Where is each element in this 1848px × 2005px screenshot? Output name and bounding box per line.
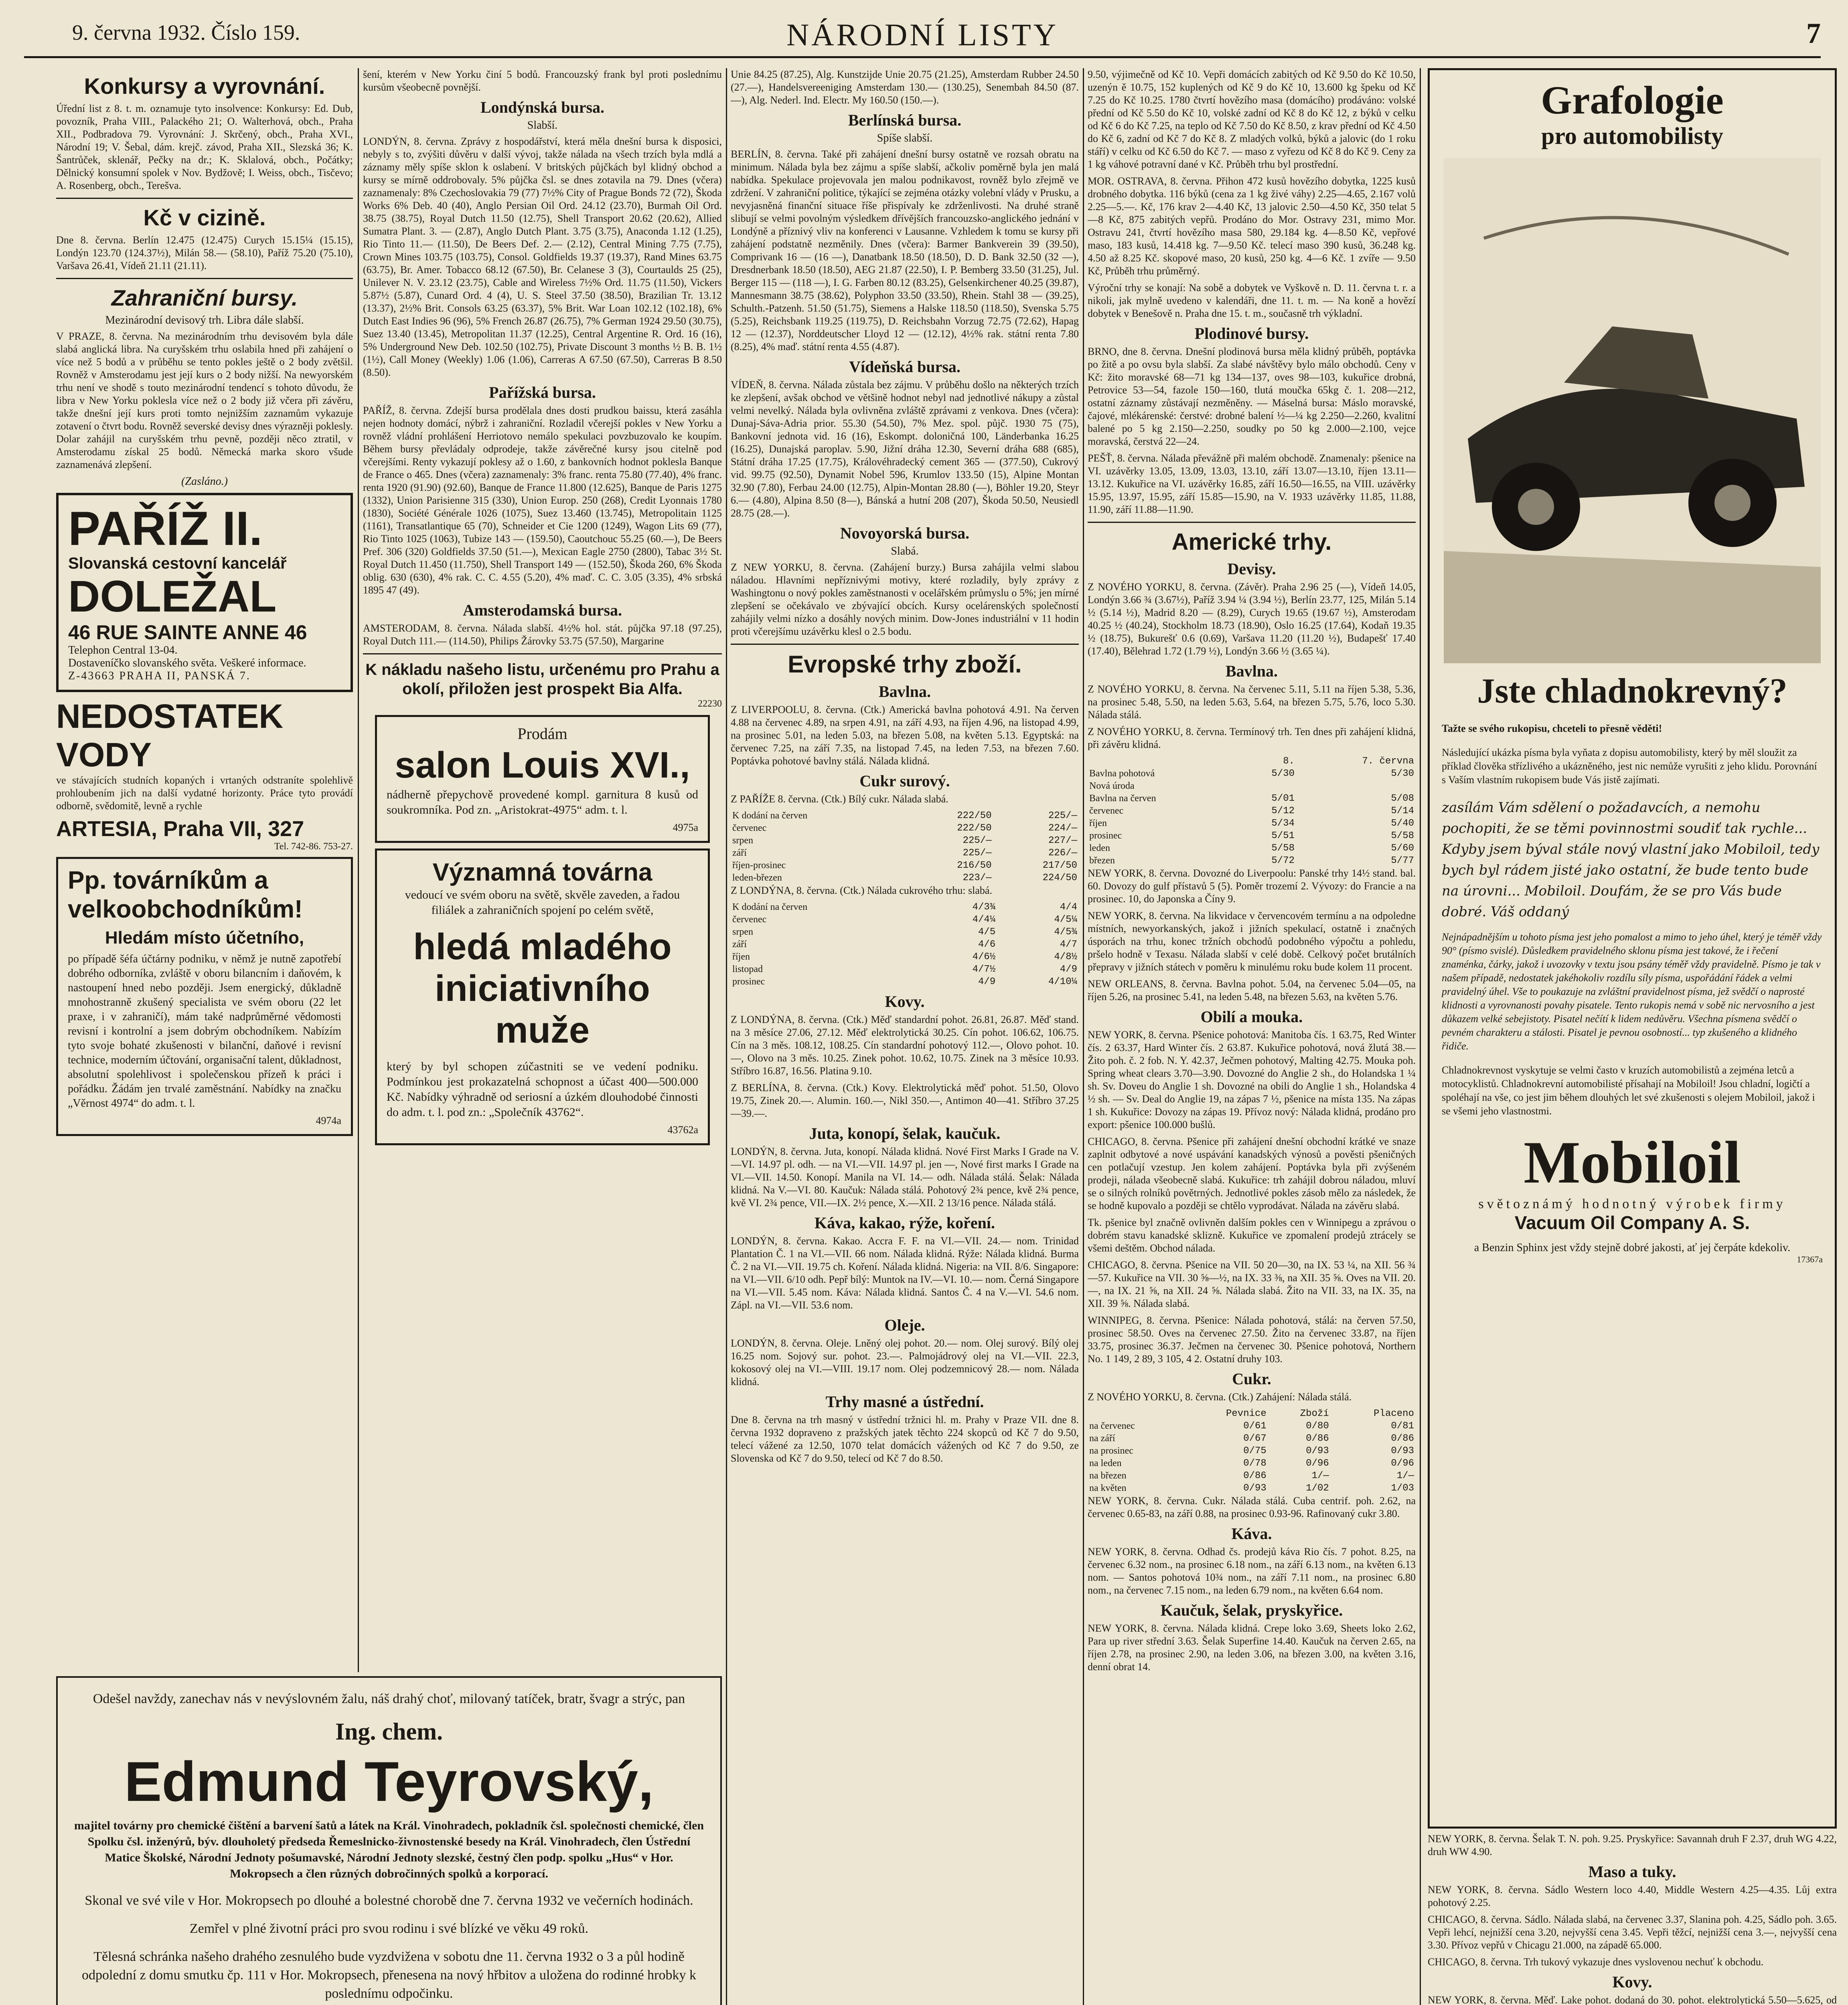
section-title-zahr: Zahraniční bursy. — [111, 285, 298, 310]
table-cell — [1239, 780, 1296, 792]
section-title-maso: Maso a tuky. — [1588, 1863, 1676, 1881]
table-row — [1088, 768, 1416, 780]
ad-code: 4975a — [673, 822, 698, 833]
table-row — [731, 872, 1079, 884]
column-5 — [1428, 68, 1837, 2005]
article-text: MOR. OSTRAVA, 8. června. Přihon 472 kusů hovězího dobytka, 1225 kusů drobného dobytka. 116 býků (cena za 1 kg živé váhy) 2.25—4.65, 2.167 volů 2.25—5.—. Kč, 176 krav 2—4.40 Kč, 13 jalovic 2.50—4.50 Kč, 350 telat 5—8 Kč, 875 zabitých vepřů. Prodáno do Mor. Ostravy 231, mimo Mor. Ostravu 241, čtvrtí hovězího masa 580, 29.184 kg. 4—8.50 Kč, vepřové maso, 183 kusů, 14.418 kg. 7—9.50 Kč. telecí maso 390 kusů, 36.248 kg. 4.50 až 8.25 Kč. skopové maso, 20 kusů, 250 kg. 4—6 Kč. 1 zvíře — 9.50 Kč, Průběh trhu průměrný. — [1088, 175, 1416, 277]
table-cell — [1088, 1408, 1183, 1420]
article-text: Z NOVÉHO YORKU, 8. června. (Ctk.) Zahájení: Nálada stálá. — [1088, 1391, 1352, 1403]
article-text: NEW YORK, 8. června. Pšenice pohotová: Manitoba čís. 1 63.75, Red Winter čís. 2 63.37, Hard Winter čís. 2 63.87. Kukuřice pohotová, nová žlutá 38.— Žito poh. č. 2 fob. N. Y. 42.37, Ječmen pohotový, Malting 42.75. Mouka poh. Spring wheat clears 3.70—3.90. Dovozné do Anglie 2 sh., do Holandska 1 ¼ sh. Sv. Doveu do Anglie 1 sh. Dovozné na obili do Anglie 1 sh., Holandska 4 ½ sh. — Sv. Deal do Anglie 19, na zápas 7 ½, pšenice na místa 135. Na zápas 1 sh. Kukuřice: Dovozy na zápas 19. Přívoz nový: Nálada klidná, prodáno pro export: pšenice 100.000 bušlů. — [1088, 1029, 1416, 1130]
table-cell: 0/78 — [1243, 1458, 1266, 1469]
section-title-trhy: Trhy masné a ústřední. — [825, 1393, 984, 1411]
table-row — [731, 847, 1079, 859]
column-divider — [1083, 68, 1084, 2005]
section-title-plod: Plodinové bursy. — [1194, 324, 1309, 342]
table-cell: 4/3¾ — [972, 902, 996, 913]
table-cell: na září — [1089, 1433, 1115, 1444]
table-cell: 5/58 — [1271, 843, 1295, 854]
table-cell: září — [732, 939, 747, 950]
table-cell: březen — [1089, 855, 1115, 866]
section-title-berlin: Berlínská bursa. — [848, 111, 962, 129]
column-divider — [726, 68, 727, 2005]
article-text: Unie 84.25 (87.25), Alg. Kunstzijde Unie 20.75 (21.25), Amsterdam Rubber 24.50 (27.—), Handelsvereeniging Amsterdam 130.— (130.25), Senembah 84.50 (87.—), Alg. Nederl. Ind. Electr. My 160.50 (150.—). — [731, 69, 1079, 106]
article-text: Z LIVERPOOLU, 8. června. (Ctk.) Americká bavlna pohotová 4.91. Na červen 4.88 na červenec 4.89, na srpen 4.91, na září 4.93, na říjen 4.96, na listopad 4.99, na prosinec 5.01, na leden 5.03, na březen 5.08, na květen 5.13. Egyptská: na červenec 7.25, na září 7.35, na listopad 7.45, na leden 7.53, na březen 7.60. Poptávka pohotové bavlny stálá. Nálada klidná. — [731, 704, 1079, 767]
article-text: NEW YORK, 8. června. Na likvidace v červencovém termínu a na odpoledne místních, newyorkanských, jakož i jižních spekulací, ostatně i značných úsporách na trhu, konec tržních obchodů podobného výpočtu a pohledu, pršelo hodně v Texasu. Nálada slabší v celé době. Celkový počet brutálních přepravy v jižních státech v poměru k minulému roku bude kolem 11 procent. — [1088, 910, 1416, 973]
table-cell: 4/10¼ — [1048, 976, 1077, 987]
table-cell: K dodání na červen — [732, 810, 808, 821]
ad-title: salon Louis XVI., — [395, 745, 690, 786]
article-text: Dne 8. června na trh masný v ústřední tržnici hl. m. Prahy v Praze VII. dne 8. června 1932 dopraveno z pražských jatek těchto 224 skopců od Kč 7 do 9.50, telecí vážené za 12.50, 1070 telat domácích vážených od Kč 7 do 9.50, ze Slovenska od Kč 7 do 9.50, telecí od Kč 7 do 8.50. — [731, 1414, 1079, 1464]
table-row — [731, 822, 1079, 834]
ad-headline: Jste chladnokrevný? — [1477, 672, 1787, 711]
column-1 — [56, 68, 353, 1668]
ad-ucetni — [56, 857, 353, 1136]
table-cell: 1/02 — [1306, 1483, 1329, 1494]
table-row — [1088, 1420, 1416, 1432]
obituary-text: Zemřel v plné životní práci pro svou rodinu i své blízké ve věku 49 roků. — [189, 1921, 589, 1936]
section-title-vienna: Vídeňská bursa. — [849, 358, 960, 376]
section-title-kc: Kč v cizině. — [143, 205, 266, 230]
table-row — [1088, 1470, 1416, 1482]
table-cell: 4/6½ — [972, 952, 996, 962]
table-cell: 5/01 — [1271, 793, 1295, 804]
article-text: Z NOVÉHO YORKU, 8. června. (Závěr). Praha 2.96 25 (—), Vídeň 14.05, Londýn 3.66 ¾ (3.67½), Paříž 3.94 ¼ (3.94 ½), Berlín 23.77, 125, Milán 5.14 ½ (5.14 ½), Madrid 8.20 — (8.29), Curych 19.65 (19.67 ½), Amsterodam 40.25 ½ (40.24), Stockholm 18.73 (18.90), Oslo 16.25 (17.64), Kodaň 19.35 ½ (18.75), Bukurešť 0.6 (0.69), Varšava 11.20 (11.20 ½), Budapešť 17.40 (17.40), Bělehrad 1.72 (1.79 ½), Londýn 3.66 ½ (3.65 ¼). — [1088, 581, 1416, 657]
table-cell: srpen — [732, 927, 753, 937]
ad-line: Prodám — [517, 725, 567, 743]
ad-address: 46 RUE SAINTE ANNE 46 — [68, 621, 307, 644]
table-cell: 224/— — [1048, 823, 1077, 834]
article-text: NEW YORK, 8. června. Dovozné do Liverpoolu: Panské trhy 14½ stand. bal. 60. Dovozy do gulf přístavů 5 (5). Poměr trozemí 2. Vývozy: do Francie a na prosinec. 10, do Japonska a Číny 9. — [1088, 867, 1416, 905]
table-cell: 5/51 — [1271, 830, 1295, 841]
article-text: NEW YORK, 8. června. Nálada klidná. Crepe loko 3.69, Sheets loko 2.62, Para up river střední 3.63. Šelak Superfine 14.40. Kaučuk na červen 2.65, na říjen 2.78, na prosinec 2.90, na leden 3.06, na březen 3.00, na květen 3.16, denní obrat 14. — [1088, 1622, 1416, 1673]
table-cell: 4/9 — [1060, 964, 1077, 975]
section-title-kovy: Kovy. — [1612, 1973, 1652, 1991]
price-table-cukr-ny — [1088, 1408, 1416, 1495]
article-text: PEŠŤ, 8. června. Nálada převážně při malém obchodě. Znamenaly: pšenice na VI. uzávěrky 13.05, 13.09, 13.03, 13.10, září 13.07—13.10, říjen 13.11—13.12. Kukuřice na VI. uzávěrky 16.85, září 16.50—16.55, na VIII. uzávěrky 15.95, 13.97, 15.95, září 15.85—15.90, na V. 1933 uzávěrky 11.85, 11.88, 11.90, září 11.88—11.90. — [1088, 452, 1416, 515]
price-table-cukr — [731, 810, 1079, 884]
table-cell: 4/6 — [978, 939, 996, 950]
obituary — [56, 1676, 722, 2005]
article-text: Z LONDÝNA, 8. června. (Ctk.) Nálada cukrového trhu: slabá. — [731, 885, 992, 896]
section-title-konkursy: Konkursy a vyrovnání. — [84, 73, 325, 99]
article-text: NEW ORLEANS, 8. června. Bavlna pohot. 5.04, na červenec 5.04—05, na říjen 5.26, na prosinec 5.41, na leden 5.48, na březen 5.63, na květen 5.76. — [1088, 978, 1416, 1003]
article-text: PAŘÍŽ, 8. června. Zdejší bursa prodělala dnes dosti prudkou baissu, která zasáhla nejen hodnoty domácí, nýbrž i zahraniční. Rozladil včerejší pokles v New Yorku a rovněž vládní prohlášení Herriotovo nemálo spekulaci povzbuzovalo ke koupím. Během bursy převládaly odprodeje, takže závěrečné kursy jsou citelně pod včerejšími. Renty vykazují poklesy až o 1.60, z bankovních hodnot poklesla Banque de France o 465. Dnes (včera) zaznamenaly: 3% franc. renta 75.80 (77.40), 4% franc. renta 1920 (91.90) (92.60), Banque de France 11.800 (12.625), Banque de Paris 1275 (1332), Union Parisienne 315 (330), Union Europ. 250 (268), Credit Lyonnais 1780 (1830), Société Générale 1026 (1075), Suez 13.460 (13.745), Metropolitain 1125 (1161), Transatlantique 65 (70), Schneider et Cie 1200 (1249), Wagon Lits 69 (77), Rio Tinto 1025 (1063), Tubize 143 — (159.50), Caoutchouc 55.25 (60.—), De Beers Pref. 306 (320) Goldfields 37.50 (51.—), Mexican Eagle 2750 (2800), Tabac 3½ St. Royal Dutch 11.450 (11.750), Shell Transport 149 — (152.50), Škoda 260, 6% Škoda oblig. 630 (630), 4% rak. C. C. 4.55 (5.20), 4% maď. C. C. 3.05 (3.35), 4% srbská 1895 47 (49). — [363, 405, 722, 596]
ad-head: hledá mladého iniciativního muže — [413, 926, 672, 1051]
table-row — [731, 901, 1079, 913]
ad-nedostatek-title: NEDOSTATEK VODY — [56, 697, 284, 774]
table-cell: 5/72 — [1271, 855, 1295, 866]
article-text: NEW YORK, 8. června. Odhad čs. prodejů káva Rio čís. 7 pohot. 8.25, na červenec 6.32 nom., na prosinec 6.18 nom., na září 6.13 nom., na květen 6.13 nom. — Santos pohotová 10¾ nom., na září 7.11 nom., na prosinec 6.80 nom., na červenec 7.15 nom., na leden 6.79 nom., na květen 6.64 nom. — [1088, 1546, 1416, 1596]
table-cell: leden-březen — [732, 873, 782, 883]
table-row — [1088, 1445, 1416, 1457]
article-text: LONDÝN, 8. června. Juta, konopí. Nálada klidná. Nové First Marks I Grade na V.—VI. 14.97 pl. odh. — na VI.—VII. 14.97 pl. jen —, Nové first marks I Grade na VI.—VII. 14.50. Konopí. Manila na VI. 14.— odh. Nálada stálá. Šelak: Nálada klidná. Na V.—VI. 80. Kaučuk: Nálada stálá. Pohotový 2¾ pence, kvě 2¾ pence, kvě VI. 2¾ pence, VII.—IX. 2½ pence, X.—XII. 2 13/16 pence. Nálada stálá. — [731, 1146, 1079, 1209]
table-cell: 225/— — [1048, 810, 1077, 821]
column-5-text — [1428, 1833, 1837, 2005]
obituary-text: Tělesná schránka našeho drahého zesnulého bude vyzdvižena v sobotu dne 11. června 1932 o 3 a půl hodině odpolední z domu smutku čp. 111 v Hor. Mokropsech, přenesena na nový hřbitov a uložena do rodinné hrobky k poslednímu odpočinku. — [82, 1949, 696, 2001]
table-cell: 7. června — [1362, 756, 1414, 767]
ad-text: nádherně přepychově provedené kompl. garnitura 8 kusů od soukromníka. Pod zn. „Aristokrat-4975“ adm. t. l. — [387, 788, 698, 816]
article-text: NEW YORK, 8. června. Šelak T. N. poh. 9.25. Pryskyřice: Savannah druh F 2.37, druh WG 4.22, druh WW 4.90. — [1428, 1833, 1837, 1857]
obituary-position: majitel továrny pro chemické čištění a barvení šatů a látek na Král. Vinohradech, pokladník čsl. společnosti chemické, člen Spolku čsl. inženýrů, býv. dlouholetý předseda Řemeslnicko-živnostenské besedy na Král. Vinohradech, člen Ústřední Matice Školské, Národní Jednoty pošumavské, Národní Jednoty slezské, čestný člen podp. spolku „Hus“ v Hor. Mokropsech a člen různých dobročinných spolků a korporací. — [74, 1819, 704, 1880]
ad-artesia-tel: Tel. 742-86. 753-27. — [274, 841, 353, 852]
table-row — [731, 913, 1079, 926]
ad-subtitle: Slovanská cestovní kancelář — [68, 555, 287, 572]
table-cell: 222/50 — [957, 810, 992, 821]
table-cell: 0/86 — [1391, 1433, 1414, 1444]
obituary-name: Edmund Teyrovský, — [124, 1750, 654, 1813]
table-row — [731, 976, 1079, 988]
article-text: 9.50, výjimečně od Kč 10. Vepři domácích zabitých od Kč 9.50 do Kč 10.50, uzenýn ě 10.75, 152 kuplených od Kč 9 do Kč 10, 13.600 kg špeku od Kč 7.25 do Kč 10.25. 1780 čtvrtí hovězího masa (domácího) prodáváno: volské přední od Kč 5.50 do Kč 10, volské zadní od Kč 8 do Kč 12, z býků v celku od Kč 6 do Kč 7.25, na teplo od Kč 7.50 do Kč 8.50, z krav přední od Kč 4.50 do Kč 6, zadní od Kč 7 do Kč 8. Z mladých volků, býků a jalovic (do 1 roku stáří) v celku od Kč 6.50 do Kč 7. — maso z vyřezu od Kč 8 do Kč 9. Ceny za 1 kg váhové potravní dané v Kč. Průběh trhu byl prostřední. — [1088, 69, 1416, 170]
ad-text: Tažte se svého rukopisu, chceteli to přesně věděti! — [1442, 723, 1662, 734]
table-cell: 0/67 — [1243, 1433, 1266, 1444]
ad-mobiloil — [1428, 68, 1837, 1829]
article-text: CHICAGO, 8. června. Pšenice při zahájení dnešní obchodní krátké ve snaze zaplnit odbytové a nové uspávání kanadských výnosů a pověsti pšeničných cen potlačují vzestup. Jen kolem zahájení. Poptávka byla při zvýšeném prodeji, nálada všeobecně slabá. Kukuřice: trh zahájil dobrou náladou, mluví se o silných rolníků povětrných. Jednotlivé pokles zásob mělo za následek, že se hodně kupovalo a později se chtělo vyprodávat. Nálada na závěru slabá. — [1088, 1136, 1416, 1211]
article-text: CHICAGO, 8. června. Pšenice na VII. 50 20—30, na IX. 53 ¼, na XII. 56 ¾—57. Kukuřice na VII. 30 ⅝—½, na IX. 33 ⅜, na XII. 35 ⅝. Oves na VII. 20.—, na IX. 21 ⅝, na XII. 24 ⅝. Nálada slabá. Žito na VII. 33, na IX. 35, na XII. 39 ⅝. Nálada slabá. — [1088, 1259, 1416, 1309]
table-cell: na březen — [1089, 1470, 1127, 1481]
table-cell: 5/60 — [1391, 843, 1414, 854]
table-cell: 5/40 — [1391, 818, 1414, 829]
table-cell: 5/58 — [1391, 830, 1414, 841]
column-2 — [363, 68, 722, 1668]
section-title-paris: Pařížská bursa. — [489, 383, 596, 401]
table-cell: 217/50 — [1042, 860, 1077, 871]
table-cell: 4/7 — [1060, 939, 1077, 950]
section-title-bavlna: Bavlna. — [878, 683, 931, 701]
table-cell: na červenec — [1089, 1421, 1135, 1431]
article-text: Výroční trhy se konají: Na sobě a dobytek ve Vyškově n. D. 11. června t. r. a nikoli, jak mylně uvedeno v kalendáři, dne 11. t. m. — Na koně a hovězí dobytek v Benešově n. Praha dne 15. t. m., současně trh výkladní. — [1088, 282, 1416, 319]
page-number: 7 — [1806, 17, 1821, 49]
table-cell: Bavlna pohotová — [1089, 768, 1155, 779]
table-row — [731, 926, 1079, 938]
table-row — [1088, 805, 1416, 817]
price-table-cukr-london — [731, 901, 1079, 988]
section-subtitle: Slabší. — [527, 119, 558, 132]
article-text: Z BERLÍNA, 8. června. (Ctk.) Kovy. Elektrolytická měď pohot. 51.50, Olovo 19.75, Zinek 20.—. Alumin. 160.—, Nikl 350.—, Antimon 40—41. Stříbro 37.25—39.—. — [731, 1082, 1079, 1119]
article-text: NEW YORK, 8. června. Cukr. Nálada stálá. Cuba centrif. poh. 2.62, na červenec 0.65-83, na září 0.88, na prosinec 0.93-96. Rafinovaný cukr 3.80. — [1088, 1495, 1416, 1519]
table-cell: 4/4 — [1060, 902, 1077, 913]
ad-text: a Benzin Sphinx jest vždy stejně dobré jakosti, ať jej čerpáte kdekoliv. — [1474, 1241, 1791, 1254]
table-cell: 0/86 — [1243, 1470, 1266, 1481]
section-title-ny: Novoyorská bursa. — [840, 524, 970, 542]
table-cell: 1/03 — [1391, 1483, 1414, 1494]
table-cell: 0/80 — [1306, 1421, 1329, 1432]
table-cell: 4/5¾ — [1054, 927, 1077, 938]
table-row — [1088, 792, 1416, 805]
table-cell: Nová úroda — [1089, 781, 1135, 791]
table-row — [731, 810, 1079, 822]
ad-head: Hledám místo účetního, — [105, 928, 304, 948]
ad-name: DOLEŽAL — [68, 572, 277, 621]
table-cell: 5/08 — [1391, 793, 1414, 804]
ad-salon — [375, 715, 710, 843]
ad-subtitle: světoznámý hodnotný výrobek firmy — [1478, 1197, 1786, 1211]
article-text: NEW YORK, 8. června. Měď. Lake pohot. dodaná do 30. pohot. elektrolytická 5.50—5.625, od — [1428, 1994, 1837, 2005]
table-cell: Zboží — [1300, 1408, 1329, 1419]
table-row — [731, 834, 1079, 847]
table-cell: říjen — [1089, 818, 1107, 828]
table-row — [1088, 817, 1416, 830]
table-cell: 0/96 — [1306, 1458, 1329, 1469]
table-cell: 1/— — [1311, 1470, 1329, 1481]
ad-title: Pp. továrníkům a velkoobchodníkům! — [68, 867, 303, 923]
article-text: WINNIPEG, 8. června. Pšenice: Nálada pohotová, stálá: na červen 57.50, prosinec 58.50. Oves na červenec 27.50. Žito na červenec 33.87, na říjen 33.75, prosinec 36.37. Ječmen na červenec 30. Pšenice pohotová, Northern No. 1 149, 2 89, 3 105, 4 2. Ostatní druhy 103. — [1088, 1314, 1416, 1365]
table-cell: na leden — [1089, 1458, 1122, 1468]
vacuum-oil-name: Vacuum Oil Company A. S. — [1514, 1212, 1750, 1233]
section-title-london: Londýnská bursa. — [480, 98, 605, 116]
table-cell: 4/4¼ — [972, 914, 996, 925]
article-text: Z NEW YORKU, 8. června. (Zahájení burzy.) Bursa zahájila velmi slabou náladou. Hlavními nepříznivými motivy, které rozladily, byly zprávy z Washingtonu o nový pokles zaměstnanosti v ocelářském průmyslu o 5%; jen mírné zlepšení se očekávalo ve zbývající obcích. Kursy ocelárenských společností zahájily velmi nízko a dosáhly nových minim. Dow-Jones industriální v 11 hodin proti včerejšímu uzávěrku klesl o 2.5 bodu. — [731, 561, 1079, 637]
table-cell — [1088, 755, 1239, 768]
section-title-devisy: Devisy. — [1227, 560, 1276, 578]
section-title-amsterdam: Amsterodamská bursa. — [462, 601, 622, 619]
obituary-intro: Odešel navždy, zanechav nás v nevýslovném žalu, náš drahý choť, milovaný tatíček, bratr, švagr a strýc, pan — [93, 1691, 685, 1706]
ad-text: Chladnokrevnost vyskytuje se velmi často v kruzích automobilistů a zejména letců a motocyklistů. Chladnokrevní automobilisté přísahají na Mobiloil! Jsou chladní, logičtí a spoléhají na vše, co jest jim během dlouhých let své zkušenosti s olejem Mobiloil, jakož i se všemi jeho vlastnostmi. — [1442, 1064, 1815, 1117]
section-title-obili: Obilí a mouka. — [1200, 1008, 1303, 1026]
ad-text: Následující ukázka písma byla vyňata z dopisu automobilisty, který by měl sloužit za příklad člověka střízlivého a ukázněného, jest nic nemůže vyrušiti z jeho klidu. Porovnání s Vaším vlastním rukopisem bude Vás jistě zajímati. — [1442, 747, 1817, 786]
table-cell: 5/34 — [1271, 818, 1295, 829]
table-cell: červenec — [1089, 806, 1124, 816]
table-row — [1088, 855, 1416, 867]
table-cell — [1296, 780, 1416, 792]
table-row — [731, 951, 1079, 963]
ad-code: 43762a — [667, 1124, 698, 1136]
ad-title: Významná továrna — [432, 859, 652, 886]
table-cell: 227/— — [1048, 835, 1077, 846]
table-row — [1088, 1457, 1416, 1470]
table-cell: 4/5¼ — [1054, 914, 1077, 925]
section-title-evr: Evropské trhy zboží. — [788, 651, 1022, 678]
table-cell: 5/30 — [1271, 768, 1295, 779]
section-subtitle: Mezinárodní devisový trh. Libra dále slabší. — [105, 314, 304, 326]
table-cell: 0/86 — [1306, 1433, 1329, 1444]
table-cell: K dodání na červen — [732, 902, 808, 912]
column-3 — [731, 68, 1079, 2005]
table-cell: 222/50 — [957, 823, 992, 834]
article-text: BRNO, dne 8. června. Dnešní plodinová bursa měla klidný průběh, poptávka po žitě a po ovsu byla slabší. Za slabé návštěvy bylo málo obchodů. Ceny v Kč: žito moravské 68—71 kg 134—137, oves 98—103, kukuřice drobná, Petrovice 53—54, fazole 150—160, tlutá moučka 65kg č. 1. 208—212, ostatní záznamy zůstávají nezměněny. — Máselná bursa: Máslo moravské, čajové, mlékárenské: čerstvé: drobné balení ½—¼ kg 2.250—2.260, kvalitní balené po 5 kg 2.150—2.250, soudky po 50 kg 2.000—2.100, vejce moravská, čerstvá 22—24. — [1088, 346, 1416, 447]
table-cell: 4/9 — [978, 976, 996, 987]
article-text: Tk. pšenice byl značně ovlivněn dalším pokles cen v Winnipegu a zprávou o dobrém stavu kanadské sklizně. Kukuřice ve zpomalení prodejů ztrácely se všemi deštěm. Obchod nálada. — [1088, 1217, 1416, 1254]
table-cell: 0/75 — [1243, 1446, 1266, 1456]
column-divider — [358, 68, 359, 1672]
ad-text: vedoucí ve svém oboru na světě, skvěle zaveden, a řadou filiálek a zahraničních spojení po celém světě, — [405, 888, 680, 917]
ad-text: který by byl schopen zúčastniti se ve vedení podniku. Podmínkou jest prokazatelná schopnost a účast 400—500.000 Kč. Nabídky výhradně od seriosní a úzkém dlouhodobé činnosti do adm. t. l. pod zn.: „Společník 43762“. — [387, 1060, 698, 1119]
article-text: Z NOVÉHO YORKU, 8. června. Na červenec 5.11, 5.11 na říjen 5.38, 5.36, na prosinec 5.48, 5.50, na leden 5.63, 5.64, na březen 5.75, 5.76, loco 5.30. Nálada stálá. — [1088, 683, 1416, 721]
section-title-bavlna: Bavlna. — [1225, 662, 1278, 680]
table-cell: 4/8½ — [1054, 952, 1077, 962]
notice-prospekt: K nákladu našeho listu, určenému pro Prahu a okolí, přiložen jest prospekt Bia Alfa. — [365, 661, 719, 698]
obituary-text: Skonal ve své vile v Hor. Mokropsech po dlouhé a bolestné chorobě dne 7. června 1932 ve večerních hodinách. — [85, 1893, 693, 1908]
table-row — [1088, 842, 1416, 855]
table-cell: na prosinec — [1089, 1446, 1133, 1456]
table-cell: 216/50 — [957, 860, 992, 871]
article-text: CHICAGO, 8. června. Trh tukový vykazuje dnes vyslovenou nechuť k obchodu. — [1428, 1956, 1764, 1968]
table-row — [731, 963, 1079, 976]
table-cell: 5/14 — [1391, 806, 1414, 816]
article-text: LONDÝN, 8. června. Kakao. Accra F. F. na VI.—VII. 24.— nom. Trinidad Plantation Č. 1 na VI.—VII. 66 nom. Nálada klidná. Rýže: Nálada klidná. Burma Č. 2 na VI.—VII. 19.75 ch. Koření. Nálada klidná. Nigeria: na VII. 8/6. Singapore: na VI.—VII. 6/10 odh. Pepř bílý: Muntok na IV.—VI. 10.— nom. Černá Singapore na VI.—VII. 5.45 nom. Káva: Nálada klidná. Santos Č. 4 na V.—VI. 54.6 nom. Zápl. na VI.—VII. 53.6 nom. — [731, 1235, 1079, 1311]
section-subtitle: Spíše slabší. — [877, 132, 933, 144]
table-header-row — [1088, 1408, 1416, 1420]
ad-title: PAŘÍŽ II. — [68, 502, 263, 555]
table-cell: 1/— — [1396, 1470, 1414, 1481]
car-illustration — [1444, 158, 1821, 663]
article-text: LONDÝN, 8. června. Zprávy z hospodářství, která měla dnešní bursa k disposici, nebyly s to, zvýšiti důvěru v další vývoj, takže náladа na všech trzích byla mdlá a záznamy měly spíše sklon k oslabení. V britských půjčkách byl klidný obchod a kursy se mírně oddrobovaly. 5% půjčka čsl. se dnes zotavila na 79. Dnes (včera) zaznamenaly: 8% Czechoslovakia 79 (77) 7½% City of Prague Bonds 72 (72), Škoda Works 6% Deb. 40 (40), Anglo Persian Oil Ord. 24.12 (23.70), Burmah Oil Ord. 38.75 (38.75), Royal Dutch 11.50 (12.75), Shell Transport 20.62 (20.62), Allied Sumatra Plant. 3. — (2.87), Anglo Dutch Plant. 3.75 (3.75), Anaconda 1.12 (1.25), Rio Tinto 11.— (11.50), De Beers Def. 2.— (2.12), Central Mining 7.75 (7.75), Crown Mines 103.75 (103.75), Consol. Goldfields 19.37 (19.37), Rand Mines 63.75 (63.75), Br. Amer. Tobacco 68.12 (67.50), Br. Celanese 3 (3), Courtaulds 25 (25), Unilever N. V. 23.12 (23.75), Cable and Wireless 7½% Ord. 11.75 (11.50), Vickers 5.87½ (5.87), Cunard Ord. 4 (4), U. S. Steel 37.50 (38.50), Brazilian Tr. 13.12 (13.37), 2½% Brit. Consols 63.25 (63.37), 5% Brit. War Loan 102.12 (102.18), 6% Dutch East Indies 96 (96), 5% French 26.87 (26.75), 7% German 1924 29.50 (30.75), Suez 13.40 (13.45), Metropolitan 11.37 (12.25), Central Argentine R. Ord. 16 (16), 5% Underground New Deb. 102.50 (102.75), Private Discount 3 months ½ B. B. 1½ (1½), Call Money (Weekly) 1.06 (1.06), Carreras A 67.50 (67.50), Carreras B 8.50 (8.50). — [363, 136, 722, 378]
ad-nedostatek-text: ve stávajících studních kopaných i vrtaných odstraníte spolehlivě prohloubením jich na další vydatné horizonty. Práce tyto provádí odborně, svědomitě, levně a rychle — [56, 774, 353, 812]
ad-text: Nejnápadnějším u tohoto písma jest jeho pomalost a mimo to jeho úhel, který je téměř vždy 90° (písmo svislé). Důsledkem pravidelného sklonu písma jest takové, že i řečení znaménka, čárky, jakož i uvozovky v textu jsou psány téměř vždy pravidelně. Písmo je tak v našem případě, nedostatek jakéhokoliv rozdílu síly písma, uspořádání řádek a velmi pravidelný úhel. Vše to poukazuje na zvláštní pravidelnost písma, jež svědčí o naprosté klidnosti a vyrovnanosti povahy pisatele. Tento rukopis nemá v sobě nic nervosního a jest důkazem velké sebejistoty. Pisatel nečítí k lidem nedůvěru. Všechna písmena svědčí o pevném charakteru a stálosti. Pisatel je pevnou osobností... typ zkušeného a klidného řidiče. — [1442, 931, 1822, 1052]
mobiloil-logo: Mobiloil — [1524, 1129, 1741, 1196]
table-cell: 0/96 — [1391, 1458, 1414, 1469]
table-cell: červenec — [732, 823, 767, 833]
article-text: AMSTERODAM, 8. června. Nálada slabší. 4½% hol. stát. půjčka 97.18 (97.25), Royal Dutch 111.— (114.50), Philips Žárovky 53.75 (57.50), Margarine — [363, 622, 722, 647]
table-row — [1088, 1432, 1416, 1445]
section-title-cukr: Cukr surový. — [859, 772, 950, 790]
table-cell: říjen — [732, 952, 750, 962]
ad-tovarna — [375, 849, 710, 1145]
handwriting-sample: zasílám Vám sdělení o požadavcích, a nemohu pochopiti, že se těmi povinnostmi soudiť tak rychle... Kdyby jsem býval stále nový vlastní jako Mobiloil, tedy bych byl rádem jisté jako ostatní, že bude tento bude na úrovni... Mobiloil. Doufám, že se pro Vás bude dobré. Váš oddaný — [1442, 800, 1820, 920]
table-cell: na květen — [1089, 1483, 1127, 1493]
table-cell: 225/— — [962, 848, 992, 859]
table-cell: 8. — [1283, 756, 1295, 767]
table-cell: 0/81 — [1391, 1421, 1414, 1432]
article-text: šení, kterém v New Yorku činí 5 bodů. Francouzský frank byl proti poslednímu kursům všeobecně povnější. — [363, 69, 722, 93]
table-cell: září — [732, 848, 747, 858]
article-text: BERLÍN, 8. června. Také při zahájení dnešní bursy ostatně ve rozsah obratu na minimum. Nálada byla bez zájmu a spíše slabší, ačkoliv poměrně byla jen malá nabídka. Spekulace projevovala jen malou podnikavost, rovněž bylo zřejmě ve zdržení. V zahraniční politice, týkající se zejména otázky volební vlády v Prusku, a nevyjasněná finanční situace říše přispívaly ke zdrženlivosti. Na druhé straně slibují se velmi povolným výsledkem dřívějších francouzsko-anglického jednání v Londýně a příznivý vliv na konferenci v Lausanne. Vzhledem k tomu se kursy při zahájení podstatně nezměnily. Dnes (včera): Barmer Bankverein 39 (39.50), Comprivank 16 — (16 —), Danatbank 18.50 (18.50), D. D. Bank 32.50 (32 —), Dresdnerbank 18.50 (18.50), AEG 21.87 (22.50), I. P. Bemberg 33.50 (31.25), Jul. Berger 115 — (118 —), I. G. Farben 80.12 (83.25), Gelsenkirchener 40.25 (39.87), Mannesmann 38.75 (38.62), Polyphon 33.50 (33.50), Rhein. Stahl 38 — (39.25), Schulth.-Patzenh. 51.50 (51.75), Siemens a Halske 118.50 (118.50), Svenska 5.75 (5.25), Reichsbank 119.25 (119.75), D. Reichsbahn Vorzug 72.75 (72.62), Hapag 12 — (12.37), Norddeutscher Lloyd 12 — (12.12), 4½% rak. státní renta 7.80 (8.25), 4% maď. státní renta 4.55 (4.87). — [731, 148, 1079, 352]
table-cell: 4/5 — [978, 927, 996, 938]
table-cell: 5/30 — [1391, 768, 1414, 779]
article-text: CHICAGO, 8. června. Sádlo. Nálada slabá, na červenec 3.37, Slanina poh. 4.25, Sádlo poh. 3.65. Vepři lehcí, nejnižší cena 3.20, nejvyšší cena 3.45. Vepři těžcí, nejnižší cena 3.—, nejvyšší cena 3.30. Přívoz vepřů v Chicagu 21.000, na západě 65.000. — [1428, 1914, 1837, 1951]
ad-footer: Z-43663 PRAHA II, PANSKÁ 7. — [68, 670, 251, 682]
table-cell: 225/— — [962, 835, 992, 846]
ad-subtitle: pro automobilisty — [1541, 123, 1723, 149]
article-text: VÍDEŇ, 8. června. Nálada zůstala bez zájmu. V průběhu došlo na některých trzích ke zlepšení, avšak obchod ve většině hodnot nebyl nad jednotlivé nákupy a zůstal velmi nevelký. Nálada byla ovlivněna zvláště zprávami z venkova. Dnes (včera): Dunaj-Sáva-Adria prior. 55.30 (54.50), 7% Mez. spol. půjč. 1930 75 (75), Bankovní jednota vid. 16 (16), Eskompt. doloničná 100, Länderbanka 16.25 (16.25), Dunajská paroplav. 5.90, Jižní dráha 12.30, Severní dráha 688 (685), Státní dráha 17.25 (17.75), Královéhradecký cement 365 — (377.50), Cukrový vid. 99.75 (92.50), Dynamit Nobel 596, Krumlov 133.50 (15), Alpine Montan 32.90 (7.80), Ferbau 24.00 (12.75), Alpin-Montan 28.80 (—), Böhler 19.20, Steyr 6.— (4.80), Alpina 8.50 (8—), Bánská a hutní 208 (207), Škoda 50.50, Neusiedl 28.75 (28.—). — [731, 379, 1079, 519]
table-cell: Pevnice — [1226, 1408, 1266, 1419]
section-title-juta: Juta, konopí, šelak, kaučuk. — [809, 1124, 1001, 1142]
article-text: Z LONDÝNA, 8. června. (Ctk.) Měď standardní pohot. 26.81, 26.87. Měď stand. na 3 měsíce 27.06, 27.12. Měď elektrolytická 30.25. Cín pohot. 106.62, 106.75. Cín na 3 měs. 108.12, 108.25. Cín standardní pohotový 112.—, Olovo pohot. 10.—, Olovo na 3 měs. 10.25. Zinek pohot. 10.62, 10.75. Zinek na 3 měsíce 10.93. Stříbro 16.87, 16.56. Platina 9.10. — [731, 1014, 1079, 1077]
ad-text: po případě šéfa účtárny podniku, v němž je nutně zapotřebí dobrého odborníka, zvláště v oboru bilancním i daňovém, k nastoupení hned nebo později. Jsem energický, důkladně mnohostranně zkušený specialista ve svém oboru (22 let praxe, i v zahraničí), mám také nadprůměrné vědomosti revisní i kontrolní a jsem dobrým obchodníkem. Nabízím tyto svoje bohaté zkušenosti v bilanční, daňové i revisní technice, moderním účtování, organisační talent, důkladnost, absolutní spolehlivost i společenskou přízeň k práci i pořádku. Žádám jen trvalé zaměstnání. Nabídky na značku „Věrnost 4974“ do adm. t. l. — [68, 953, 341, 1110]
article-text: Z NOVÉHO YORKU, 8. června. Termínový trh. Ten dnes při zahájení klidná, při závěru klidná. — [1088, 726, 1416, 750]
section-title-kovy: Kovy. — [885, 992, 925, 1011]
table-cell: prosinec — [1089, 830, 1122, 841]
ad-text: Dostaveníčko slovanského světa. Veškeré informace. — [68, 657, 306, 669]
ad-title: Grafologie — [1541, 78, 1724, 122]
newspaper-title: NÁRODNÍ LISTY — [786, 17, 1059, 52]
table-row — [1088, 780, 1416, 792]
table-cell: 226/— — [1048, 848, 1077, 859]
column-4 — [1088, 68, 1416, 2005]
article-text: V PRAZE, 8. června. Na mezinárodním trhu devisovém byla dále slabá anglická libra. Na curyšském trhu oslabila hned při zahájení o více než 5 bodů a v průběhu se tento pokles ještě o 2 body zvětšil. Rovněž v Amsterodamu jest její kurs o 2 body nižší. Na newyorském trhu není ve shodě s touto mezinárodní tendencí s tohoto důvodu, že libra v New Yorku poklesla více než o 2 body již včera při závěru, takže dnešní její kurs proti tomto nejnižším zaznamům vykazuje zotavení o čtvrt bodu. Rovněž severské devisy dnes výrazněji poklesly. Dolar zahájil na curyšském trhu pevně, později něco ztratil, v Amsterodamu získal 25 bodů. Německá marka skoro všude zaznamenává zlepšení. — [56, 330, 353, 470]
ad-code: 4974a — [316, 1115, 341, 1126]
obituary-title: Ing. chem. — [335, 1718, 443, 1745]
table-cell: listopad — [732, 964, 763, 974]
notice-code: 22230 — [698, 699, 722, 709]
table-cell: leden — [1089, 843, 1110, 853]
table-cell: říjen-prosinec — [732, 860, 786, 871]
issue-date: 9. června 1932. Číslo 159. — [72, 20, 300, 45]
table-cell: 224/50 — [1042, 873, 1077, 883]
table-header-row — [1088, 755, 1416, 768]
table-cell: 0/93 — [1243, 1483, 1266, 1494]
ad-code: 17367a — [1797, 1254, 1823, 1264]
zaslano-label: (Zasláno.) — [181, 475, 228, 488]
article-text: Úřední list z 8. t. m. oznamuje tyto insolvence: Konkursy: Ed. Dub, povozník, Praha VIII., Palackého 21; O. Walterhová, obch., Praha XII., Podbradova 79. Vyrovnání: J. Skrčený, obch., Praha XVI., Národní 19; V. Šebal, dám. krejč. závod, Praha XII., Slezská 36; K. Šantrůček, sklenář, Pečky na dr.; K. Sklalová, obch., Počátky; Dělnický konsumní spolek v Nov. Bydžově; I. Weiss, obch., Tisčevo; A. Rosenberg, obch., Terešva. — [56, 103, 353, 191]
table-cell: Placeno — [1374, 1408, 1414, 1419]
ad-telephone: Telephon Central 13-04. — [68, 644, 178, 656]
table-cell: 4/7½ — [972, 964, 996, 975]
article-text: NEW YORK, 8. června. Sádlo Western loco 4.40, Middle Western 4.25—4.35. Lůj extra pohotový 2.25. — [1428, 1884, 1837, 1908]
article-text: Z PAŘÍŽE 8. června. (Ctk.) Bílý cukr. Nálada slabá. — [731, 793, 948, 805]
table-cell: 0/93 — [1391, 1446, 1414, 1456]
table-cell: 5/12 — [1271, 806, 1295, 816]
table-cell: červenec — [732, 914, 767, 925]
price-table-bavlna — [1088, 755, 1416, 867]
table-cell: 0/93 — [1306, 1446, 1329, 1456]
table-cell: prosinec — [732, 976, 765, 987]
section-title-oleje: Oleje. — [884, 1316, 925, 1334]
article-text: LONDÝN, 8. června. Oleje. Lněný olej pohot. 20.— nom. Olej surový. Bílý olej 16.25 nom. Sojový sur. pohot. 23.—. Palmojádrový olej na VI.—VII. 22.3, kokosový olej na VI.—VIII. 19.17 nom. Olej podzemnicový 28.— nom. Nálada klidná. — [731, 1337, 1079, 1387]
table-row — [731, 859, 1079, 872]
section-title-kaucuk: Kaučuk, šelak, pryskyřice. — [1160, 1601, 1343, 1619]
table-cell: 5/77 — [1391, 855, 1414, 866]
table-cell: 0/61 — [1243, 1421, 1266, 1432]
ad-pariz-dolezal — [56, 493, 353, 692]
section-title-kava: Káva. — [1231, 1525, 1272, 1543]
section-subtitle: Slabá. — [891, 545, 919, 557]
table-cell: Bavlna na červen — [1089, 793, 1156, 804]
section-title-kava: Káva, kakao, rýže, koření. — [815, 1214, 995, 1232]
masthead — [24, 8, 1821, 58]
article-text: Dne 8. června. Berlín 12.475 (12.475) Curych 15.15¼ (15.15), Londýn 123.70 (124.37½), Milán 58.— (58.10), Paříž 75.20 (75.10), Varšava 26.41, Vídeň 21.11 (21.11). — [56, 234, 353, 271]
section-title-amer: Americké trhy. — [1171, 529, 1332, 555]
table-row — [731, 938, 1079, 951]
ad-artesia: ARTESIA, Praha VII, 327 — [56, 817, 304, 841]
column-divider — [1420, 68, 1421, 2005]
table-cell: srpen — [732, 835, 753, 846]
table-cell: 223/— — [962, 873, 992, 883]
table-row — [1088, 1482, 1416, 1495]
section-title-cukr: Cukr. — [1232, 1370, 1271, 1388]
table-row — [1088, 830, 1416, 842]
